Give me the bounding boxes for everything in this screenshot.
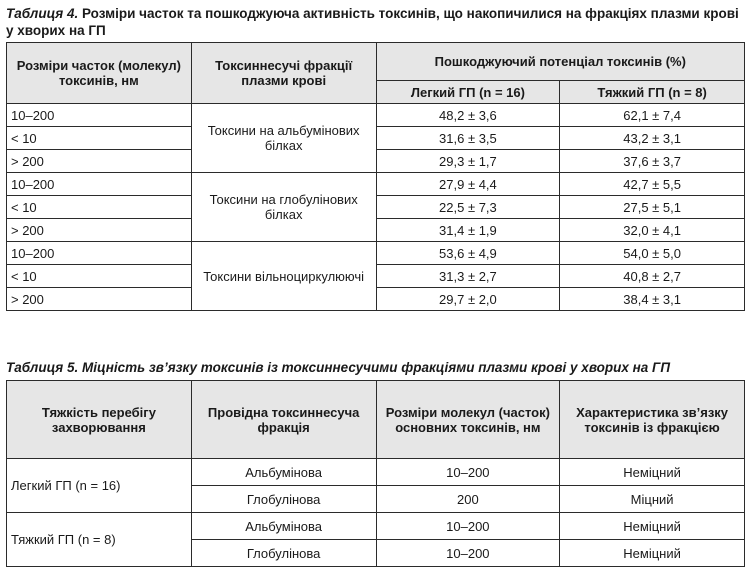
severe-cell: 62,1 ± 7,4: [560, 104, 745, 127]
fraction-cell: Альбумінова: [191, 513, 376, 540]
table-row: [7, 104, 745, 127]
table-row: [7, 459, 745, 486]
size-cell: 10–200: [376, 540, 560, 567]
severe-cell: 42,7 ± 5,5: [560, 173, 745, 196]
table4-header-potential: Пошкоджуючий потенціал токсинів (%): [376, 43, 744, 81]
size-cell: 10–200: [376, 513, 560, 540]
mild-cell: 31,6 ± 3,5: [376, 127, 560, 150]
mild-cell: 31,4 ± 1,9: [376, 219, 560, 242]
size-cell: 10–200: [7, 104, 192, 127]
bond-cell: Неміцний: [560, 540, 745, 567]
severe-cell: 37,6 ± 3,7: [560, 150, 745, 173]
table4-header-size: Розміри часток (молекул) токсинів, нм: [7, 43, 192, 104]
table-row: [7, 196, 745, 219]
table5-header-bond: Характеристика зв’язку токсинів із фракцією: [560, 381, 745, 459]
fraction-cell: Токсини вільноциркулюючі: [191, 242, 376, 311]
table5-caption-text: Таблиця 5. Міцність зв’язку токсинів із токсиннесучими фракціями плазми крові у хворих на ГП: [6, 360, 671, 375]
severe-cell: 27,5 ± 5,1: [560, 196, 745, 219]
table4-header-severe: Тяжкий ГП (n = 8): [560, 81, 745, 104]
table4-caption: [6, 5, 746, 39]
size-cell: 200: [376, 486, 560, 513]
fraction-cell: Токсини на глобулінових білках: [191, 173, 376, 242]
size-cell: < 10: [7, 196, 192, 219]
severe-cell: 43,2 ± 3,1: [560, 127, 745, 150]
table5-header-size: Розміри молекул (часток) основних токсинів, нм: [376, 381, 560, 459]
size-cell: 10–200: [7, 173, 192, 196]
severe-cell: 32,0 ± 4,1: [560, 219, 745, 242]
mild-cell: 29,3 ± 1,7: [376, 150, 560, 173]
table5-caption: [6, 359, 746, 376]
mild-cell: 31,3 ± 2,7: [376, 265, 560, 288]
size-cell: 10–200: [7, 242, 192, 265]
table-row: [7, 288, 745, 311]
bond-cell: Міцний: [560, 486, 745, 513]
table4-header-mild: Легкий ГП (n = 16): [376, 81, 560, 104]
table5: [6, 380, 745, 567]
fraction-cell: Глобулінова: [191, 486, 376, 513]
mild-cell: 53,6 ± 4,9: [376, 242, 560, 265]
table5-header-severity: Тяжкість перебігу захворювання: [7, 381, 192, 459]
table-row: [7, 242, 745, 265]
table-row: [7, 265, 745, 288]
severity-cell: Легкий ГП (n = 16): [7, 459, 192, 513]
severe-cell: 40,8 ± 2,7: [560, 265, 745, 288]
table-row: [7, 513, 745, 540]
size-cell: < 10: [7, 265, 192, 288]
mild-cell: 27,9 ± 4,4: [376, 173, 560, 196]
fraction-cell: Альбумінова: [191, 459, 376, 486]
size-cell: > 200: [7, 288, 192, 311]
table4: [6, 42, 745, 311]
table-row: [7, 127, 745, 150]
table4-header-fraction: Токсиннесучі фракції плазми крові: [191, 43, 376, 104]
mild-cell: 48,2 ± 3,6: [376, 104, 560, 127]
mild-cell: 29,7 ± 2,0: [376, 288, 560, 311]
size-cell: 10–200: [376, 459, 560, 486]
severe-cell: 38,4 ± 3,1: [560, 288, 745, 311]
size-cell: > 200: [7, 150, 192, 173]
fraction-cell: Токсини на альбумінових білках: [191, 104, 376, 173]
table-row: [7, 150, 745, 173]
size-cell: < 10: [7, 127, 192, 150]
bond-cell: Неміцний: [560, 459, 745, 486]
table4-caption-text: Розміри часток та пошкоджуюча активність токсинів, що накопичилися на фракціях плазми крові у хворих на ГП: [6, 6, 739, 38]
table-row: [7, 219, 745, 242]
fraction-cell: Глобулінова: [191, 540, 376, 567]
table-row: [7, 173, 745, 196]
table5-header-fraction: Провідна токсиннесуча фракція: [191, 381, 376, 459]
mild-cell: 22,5 ± 7,3: [376, 196, 560, 219]
size-cell: > 200: [7, 219, 192, 242]
severe-cell: 54,0 ± 5,0: [560, 242, 745, 265]
severity-cell: Тяжкий ГП (n = 8): [7, 513, 192, 567]
bond-cell: Неміцний: [560, 513, 745, 540]
table4-caption-label: Таблиця 4.: [6, 6, 79, 21]
